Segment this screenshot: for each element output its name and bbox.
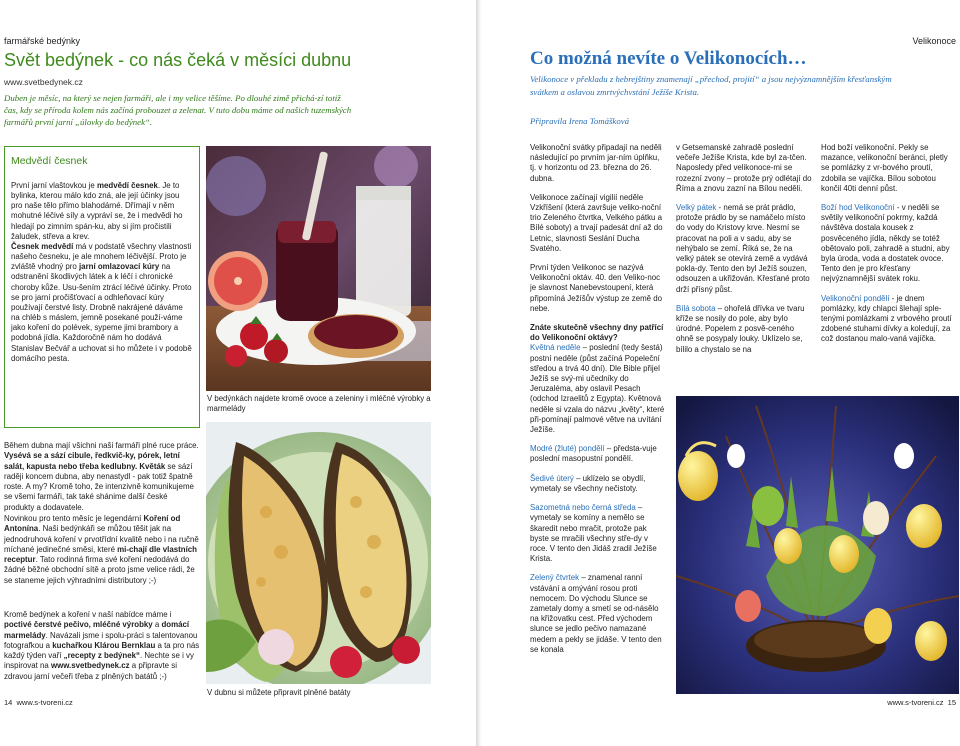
- section-label: farmářské bedýnky: [4, 36, 81, 46]
- text-column-2: [676, 143, 812, 364]
- footer-url: www.s-tvoreni.cz: [16, 698, 73, 707]
- intro-paragraph: Duben je měsíc, na který se nejen farmáři, ale i my velice těšíme. Po dlouhé zimě přichá-zí totiž čas, kdy se příroda kolem nás začíná probouzet a zelenat. V tuto dobu máme od našich tuzemských farmářů první jarní „úlovky do bedýnek“.: [4, 93, 352, 128]
- stuffed-vegetables-photo: [206, 422, 431, 684]
- body-paragraph: Velký pátek - nemá se prát prádlo, protože prádlo by se namáčelo místo do vody do Kristovy krve. Nesmí se pracovat na poli a v sadu, aby se nehýbalo se zemí. Říká se, že na velký pátek se otevírá země a vydává pokla-dy. Tento den byl Ježíš souzen, odsouzen a ukřižován. Křesťané proto drží přísný půst.: [676, 203, 810, 294]
- body-paragraph: Novinkou pro tento měsíc je legendární Koření od Antonína. Naši bedýnkáři se můžou těšit jak na jednodruhová koření v prvotřídní kvalitě nebo i na ručně míchané jedinečné směsi, které mi-chají dle vlastních receptur. Tato rodinná firma své koření nedodává do žádné běžné obchodní sítě a proto jsme velice rádi, že se staneme jejich výhradními distributory ;-): [4, 514, 199, 585]
- photo-caption: V dubnu si můžete připravit plněné batáty: [207, 688, 351, 697]
- body-paragraph: Velikonoce začínají vigilií neděle Vzkříšení (která završuje veliko-noční trio Zeleného čtvrtka, Velkého pátku a Bílé soboty) a trvají padesát dní až do Letnic, slavnosti Seslání Ducha Svatého.: [530, 192, 663, 253]
- author-line: Připravila Irena Tomášková: [530, 116, 630, 126]
- right-page: [482, 0, 960, 746]
- body-paragraph: Bílá sobota – ohořelá dřívka ve tvaru kříže se nosily do pole, aby bylo úrodné. Popelem z posvě-ceného ohně se posypaly louky. Uklízelo se, bílilo a chystalo se na: [676, 303, 805, 354]
- left-page: [0, 0, 476, 746]
- box-text: První jarní vlaštovkou je medvědí česnek. Je to bylinka, kterou málo kdo zná, ale její účinky jsou pro naše tělo přímo blahodárné. Dřímají v něm mohutné léčivé síly a vypráví se, že i medvědi ho hledají po zimním spán-ku, aby si jím pročistili žaludek, střeva a krev. Česnek medvědí má v podstatě všechny vlastnosti našeho česneku, je ale mnohem léčivější. Proto je zvláště vhodný pro jarní omlazovací kúry na odstranění škodlivých látek a k léčí i chronické choroby kůže. Usu-šením ztrácí léčivé účinky. Proto se pro jarní pročišťovací a odhleňovací kúry používají čerstvé listy. Drobně nakrájené dáváme na chléb s máslem, jemně posekané použí-váme jako koření do polévek, sypeme jimi brambory a podobná jídla. Každoročně nám ho dodává Stanislav Bečvář a uchovat si ho můžete i v podobě domácího pesta.: [11, 181, 192, 363]
- source-url: www.svetbedynek.cz: [4, 77, 83, 87]
- body-paragraph: Během dubna mají všichni naši farmáři plné ruce práce. Vysévá se a sází cibule, ředkvič-ky, pórek, letní salát, kapusta nebo třeba kedlubny. Květák se sází raději koncem dubna, aby nenastydl - pak totiž špatně roste. A my? Kromě toho, že intenzivně komunikujeme se všemi farmáři, tak také shánime další české produkty a dodavatele.: [4, 441, 199, 512]
- footer-url: www.s-tvoreni.cz: [887, 698, 944, 707]
- bear-garlic-box: [4, 146, 200, 428]
- body-paragraph: Velikonoční svátky připadají na neděli následující po prvním jar-ním úplňku, tj. v horizontu od 23. března do 26. dubna.: [530, 143, 662, 183]
- body-paragraph: Šedivé úterý – uklízelo se obydlí, vymetaly se všechny nečistoty.: [530, 473, 646, 493]
- body-paragraph: Hod boží velikonoční. Pekly se mazance, velikonoční beránci, pletly se pomlázky z vr-bového proutí, zdobila se vajíčka. Bílou sobotou končil 40ti denní půst.: [821, 143, 948, 193]
- text-column-3: [821, 143, 957, 354]
- body-paragraph: Kromě bedýnek a koření v naší nabídce máme i poctivé čerstvé pečivo, mléčné výrobky a domácí marmelády. Navázali jsme i spolu-práci s talentovanou fotografkou a kuchařkou Klárou Bernklau a ta pro nás každý týden vaří „recepty z bedýnek“. Nechte se i vy inspirovat na www.svetbedynek.cz a připravte si zdravou jarní večeři třeba z plněných batátů ;-): [4, 610, 200, 681]
- body-paragraph: Znáte skutečně všechny dny patřící do Velikonoční oktávy? Květná neděle – poslední (tedy šestá) postní neděle (půst začíná Popeleční středou a trvá 40 dní). Dle Bible přijel Ježíš se svý-mi učedníky do Jeruzaléma, aby oslavil Pesach (odchod Izraelitů z Egypta). Květnová neděle si vzala do názvu „květy“, které při-pomínají palmové větve na uvítání Ježíše.: [530, 323, 665, 435]
- photo-caption: V bedýnkách najdete kromě ovoce a zeleniny i mléčné výrobky a marmelády: [207, 394, 431, 413]
- body-paragraph: v Getsemanské zahradě poslední večeře Ježíše Krista, kde byl za-tčen. Naposledy před velikonoce-mi se rozezní zvony – protože prý odlétají do Říma a znovu zazní na Bílou neděli.: [676, 143, 812, 193]
- breakfast-photo: [206, 146, 431, 391]
- body-paragraph: První týden Velikonoc se nazývá Velikonoční oktáv. 40. den Veliko-noc je slavnost Nanebevstoupení, která připomíná Ježíšův výstup ze země do nebe.: [530, 263, 663, 313]
- body-paragraph: Modré (žluté) pondělí – předsta-vuje poslední masopustní pondělí.: [530, 444, 657, 464]
- page-title: Co možná nevíte o Velikonocích…: [530, 48, 807, 69]
- page-footer: [887, 698, 956, 707]
- easter-decoration-photo: [676, 396, 959, 694]
- body-paragraph: Zelený čtvrtek – znamenal ranní vstávání a omývání rosou proti nemocem. Do východu Slunce se zametaly domy a smetí se od-násělo na křižovatku cest. Před východem slunce se jedlo pečivo namazané medem a pekly se jidáše. V tento den se konala: [530, 573, 662, 654]
- text-column-1: [530, 143, 666, 664]
- intro-paragraph: Velikonoce v překladu z hebrejštiny znamenají „přechod, projití“ a jsou nejvýznamnějším křesťanským svátkem a oslavou zmrtvýchvstání Ježíše Krista.: [530, 74, 892, 97]
- page-number: 14: [4, 698, 13, 707]
- body-paragraph: Boží hod Velikonoční - v neděli se světily velikonoční pokrmy, každá návštěva dostala kousek z posvěceného jídla, někdy se totéž obětovalo poli, zahradě a studni, aby byla úroda, voda a dostatek ovoce. Tento den je pro křesťany nejvýznamnější svátek roku.: [821, 203, 950, 284]
- box-heading: Medvědí česnek: [11, 155, 88, 167]
- page-number: 15: [947, 698, 956, 707]
- section-label: Velikonoce: [912, 36, 956, 46]
- body-paragraph: Velikonoční pondělí - je dnem pomlázky, kdy chlapci šlehají sple-tenými pomlázkami z vrbového proutí zdobené stuhami dívky a koledují, za což dostanou malo-vaná vajíčka.: [821, 293, 952, 344]
- page-footer: [4, 698, 73, 707]
- body-paragraph: Sazometná nebo černá středa – vymetaly se komíny a nemělo se škaredit nebo mračit, protože pak byste se mračili všechny stře-dy v roce. V tento den Jidáš zradil Ježíše Krista.: [530, 503, 657, 564]
- page-title: Svět bedýnek - co nás čeká v měsíci dubnu: [4, 50, 352, 70]
